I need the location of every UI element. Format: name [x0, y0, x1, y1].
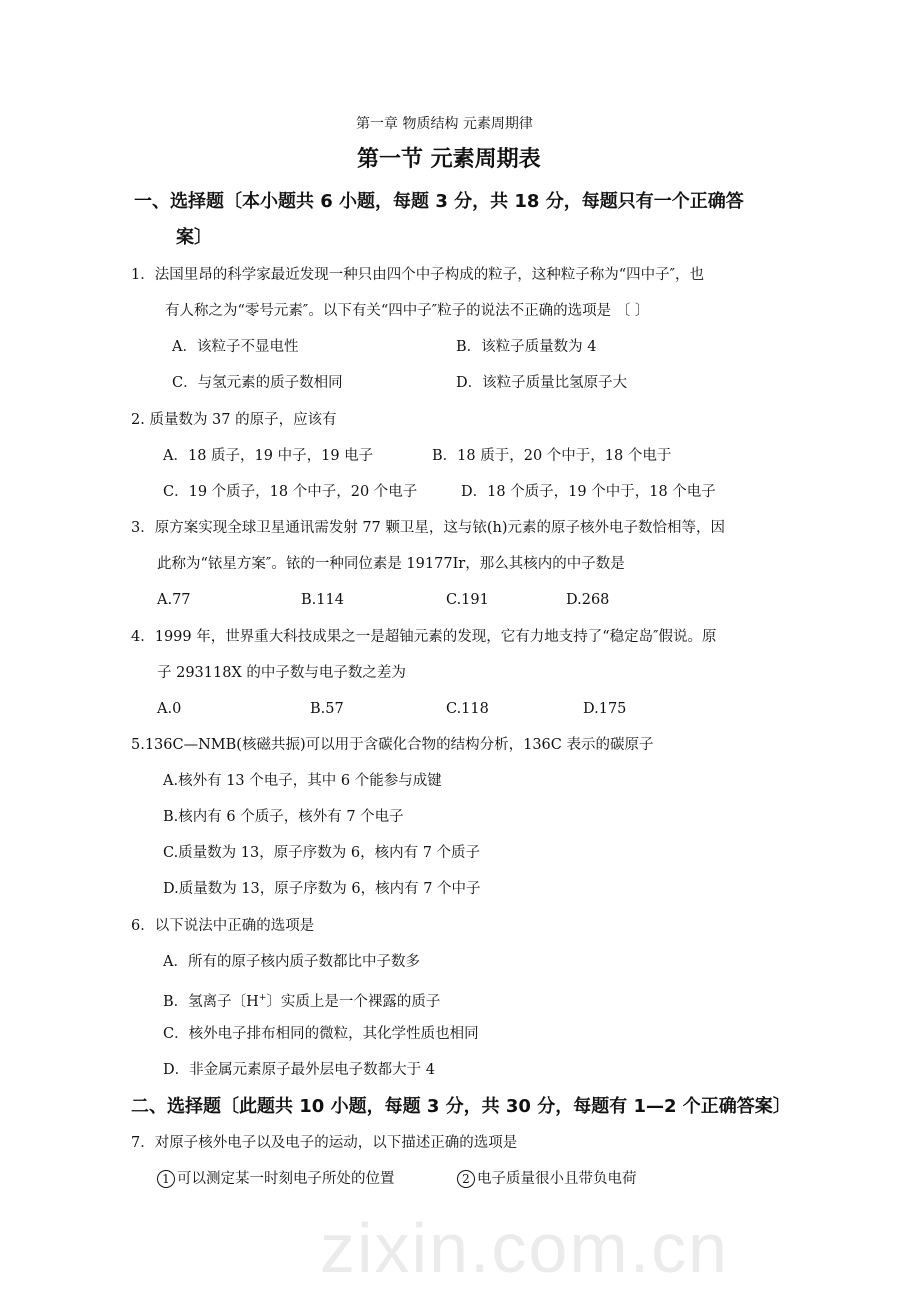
option-c: C．与氢元素的质子数相同: [172, 375, 343, 391]
question-text: 此称为“铱星方案″。铱的一种同位素是 19177Ir，那么其核内的中子数是: [157, 556, 625, 572]
option-a: A．该粒子不显电性: [172, 339, 299, 355]
option-c: C.质量数为 13，原子序数为 6，核内有 7 个质子: [163, 845, 481, 861]
question-text: 3．原方案实现全球卫星通讯需发射 77 颗卫星，这与铱(h)元素的原子核外电子数恰相等，因: [131, 520, 726, 536]
watermark: zixin.com.cn: [320, 1209, 730, 1287]
option-b-text: 〕实质上是一个裸露的质子: [266, 993, 441, 1010]
statement-2: [457, 1169, 637, 1189]
chapter-title: 第一章 物质结构 元素周期律: [356, 116, 533, 132]
statement-1: [157, 1169, 395, 1189]
question-text: 7．对原子核外电子以及电子的运动，以下描述正确的选项是: [131, 1135, 518, 1151]
question-text: 5.136C—NMB(核磁共振)可以用于含碳化合物的结构分析，136C 表示的碳原子: [131, 737, 654, 753]
option-b: B.114: [301, 592, 344, 608]
question-text: 2. 质量数为 37 的原子，应该有: [131, 412, 337, 428]
section-title: 第一节 元素周期表: [357, 147, 541, 172]
option-b: [163, 988, 440, 1012]
option-d: D.175: [583, 701, 627, 717]
option-d: D.268: [566, 592, 610, 608]
option-a: A．18 质子，19 中子，19 电子: [163, 448, 374, 464]
option-d: D．18 个质子，19 个中于，18 个电子: [461, 484, 716, 500]
option-a: A.0: [157, 701, 182, 717]
option-d: D.质量数为 13，原子序数为 6，核内有 7 个中子: [163, 881, 481, 897]
option-c: C．核外电子排布相同的微粒，其化学性质也相同: [163, 1026, 479, 1042]
option-b: B.57: [310, 701, 344, 717]
question-text: 6．以下说法中正确的选项是: [131, 918, 315, 934]
part1-heading-cont: 案〕: [176, 227, 212, 248]
option-d: D．该粒子质量比氢原子大: [456, 375, 628, 391]
option-d: D．非金属元素原子最外层电子数都大于 4: [163, 1062, 435, 1078]
option-c: C．19 个质子，18 个中子，20 个电子: [163, 484, 418, 500]
option-b-text: B．氢离子〔H: [163, 993, 259, 1010]
statement-text: 可以测定某一时刻电子所处的位置: [177, 1171, 395, 1187]
option-b: B.核内有 6 个质子，核外有 7 个电子: [163, 809, 404, 825]
circled-number-2: 2: [457, 1170, 475, 1188]
option-a: A．所有的原子核内质子数都比中子数多: [163, 954, 420, 970]
question-text: 1．法国里昂的科学家最近发现一种只由四个中子构成的粒子，这种粒子称为“四中子″，也: [131, 267, 705, 283]
option-c: C.118: [446, 701, 489, 717]
question-text: 有人称之为“零号元素″。以下有关“四中子″粒子的说法不正确的选项是 〔 〕: [165, 303, 650, 319]
option-a: A.77: [157, 592, 191, 608]
option-b: B．18 质于，20 个中于，18 个电于: [432, 448, 672, 464]
option-b: B．该粒子质量数为 4: [456, 339, 597, 355]
circled-number-1: 1: [157, 1170, 175, 1188]
part2-heading: 二、选择题〔此题共 10 小题，每题 3 分，共 30 分，每题有 1—2 个正确答案〕: [131, 1096, 791, 1117]
question-text: 4．1999 年，世界重大科技成果之一是超铀元素的发现，它有力地支持了“稳定岛″假说。原: [131, 629, 717, 645]
statement-text: 电子质量很小且带负电荷: [477, 1171, 637, 1187]
option-a: A.核外有 13 个电子，其中 6 个能参与成键: [163, 773, 442, 789]
option-c: C.191: [446, 592, 489, 608]
question-text: 子 293118X 的中子数与电子数之差为: [157, 665, 406, 681]
superscript-plus: +: [258, 993, 267, 1003]
part1-heading: 一、选择题〔本小题共 6 小题，每题 3 分，共 18 分，每题只有一个正确答: [134, 191, 744, 212]
